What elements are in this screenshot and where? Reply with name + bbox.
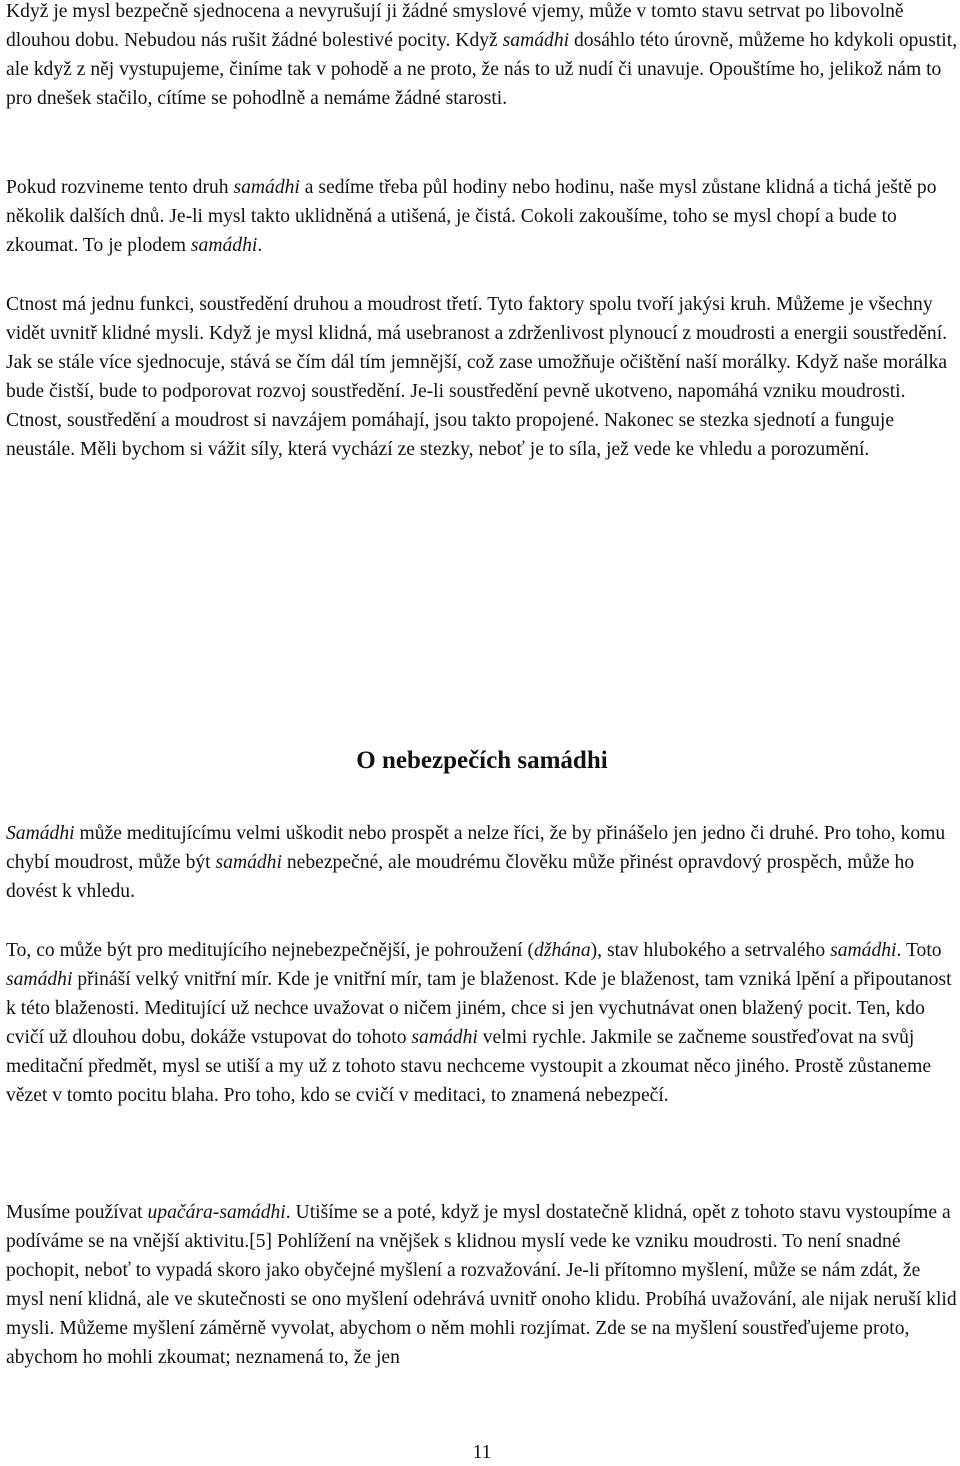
page-number: 11 xyxy=(472,1442,492,1463)
text-run: Ctnost má jednu funkci, soustředění druhou a moudrost třetí. Tyto faktory spolu tvoří jakýsi kruh. Můžeme je všechny vidět uvnitř klidné mysli. Když je mysl klidná, má usebranost a zdrženlivost plynoucí z moudrosti a energii soustředění. Jak se stále více sjednocuje, stává se čím dál tím jemnější, což zase umožňuje očištění naší morálky. Když naše morálka bude čistší, bude to podporovat rozvoj soustředění. Je-li soustředění pevně ukotveno, napomáhá vzniku moudrosti. Ctnost, soustředění a moudrost si navzájem pomáhají, jsou takto propojené. Nakonec se stezka sjednotí a funguje neustále. Měli bychom si vážit síly, která vychází ze stezky, neboť je to síla, jež vede ke vhledu a porozumění. xyxy=(6,294,948,461)
text-run: Musíme používat xyxy=(6,1202,148,1223)
text-run: velmi rychle. Jakmile se začneme soustřeďovat na svůj meditační předmět, mysl se utiší a my už z tohoto stavu nechceme vystoupit a zkoumat něco jiného. Prostě zůstaneme vězet v tomto pocitu blaha. Pro toho, kdo se cvičí v meditaci, to znamená nebezpečí. xyxy=(6,1027,932,1107)
text-run: a sedíme třeba půl hodiny nebo hodinu, naše mysl zůstane klidná a tichá ještě po několik dalších dnů. Je-li mysl takto uklidněná a utišená, je čistá. Cokoli zakoušíme, toho se mysl chopí a bude to zkoumat. To je plodem xyxy=(6,177,937,257)
text-run: dosáhlo této úrovně, můžeme ho kdykoli opustit, ale když z něj vystupujeme, činíme tak v pohodě a ne proto, že nás to už nudí či unavuje. Opouštíme ho, jelikož nám to pro dnešek stačilo, cítíme se pohodlně a nemáme žádné starosti. xyxy=(6,30,958,110)
italic-term: džhána xyxy=(534,940,591,961)
italic-term: samádhi xyxy=(411,1027,478,1049)
italic-term: samádhi xyxy=(6,969,73,991)
text-run: . Toto xyxy=(896,940,942,961)
text-run: ), stav hlubokého a setrvalého xyxy=(590,940,831,961)
paragraph-5 xyxy=(6,936,958,1111)
italic-term: samádhi xyxy=(190,235,258,257)
text-run: nebezpečné, ale moudrému člověku může přinést opravdový prospěch, může ho dovést k vhledu. xyxy=(6,852,915,903)
section-heading: O nebezpečích samádhi xyxy=(356,747,608,774)
italic-term: samádhi xyxy=(830,940,897,961)
italic-term: Samádhi xyxy=(6,823,75,844)
text-run: . xyxy=(257,235,263,257)
italic-term: samádhi xyxy=(502,30,570,52)
text-run: může meditujícímu velmi uškodit nebo prospět a nelze říci, že by přinášelo jen jedno či druhé. Pro toho, komu chybí moudrost, může být xyxy=(6,823,946,874)
italic-term: samádhi xyxy=(215,852,282,874)
text-run: . Utišíme se a poté, když je mysl dostatečně klidná, opět z tohoto stavu vystoupíme a podíváme se na vnější aktivitu.[5] Pohlížení na vnějšek s klidnou myslí vede ke vzniku moudrosti. To není snadné pochopit, neboť to vypadá skoro jako obyčejné myšlení a rozvažování. Je-li přítomno myšlení, může se nám zdát, že mysl není klidná, ale ve skutečnosti se ono myšlení odehrává uvnitř onoho klidu. Probíhá uvažování, ale nijak neruší klid mysli. Můžeme myšlení záměrně vyvolat, abychom o něm mohli rozjímat. Zde se na myšlení soustřeďujeme proto, abychom ho mohli zkoumat; neznamená to, že jen xyxy=(6,1202,957,1369)
italic-term: samádhi xyxy=(233,177,300,198)
text-run: přináší velký vnitřní mír. Kde je vnitřní mír, tam je blaženost. Kde je blaženost, tam vzniká lpění a připoutanost k této blaženosti. Meditující už nechce uvažovat o ničem jiném, chce si jen vychutnávat onen blažený pocit. Ten, kdo cvičí už dlouhou dobu, dokáže vstupovat do tohoto xyxy=(6,969,952,1049)
paragraph-1 xyxy=(6,0,958,113)
paragraph-2 xyxy=(6,173,958,260)
text-run: Pokud rozvineme tento druh xyxy=(6,177,234,198)
text-run: To, co může být pro meditujícího nejnebezpečnější, je pohroužení ( xyxy=(6,940,535,961)
text-run: Když je mysl bezpečně sjednocena a nevyrušují ji žádné smyslové vjemy, může v tomto stavu setrvat po libovolně dlouhou dobu. Nebudou nás rušit žádné bolestivé pocity. Když xyxy=(6,1,904,52)
paragraph-3 xyxy=(6,290,958,465)
italic-term: upačára-samádhi xyxy=(147,1202,286,1223)
paragraph-4 xyxy=(6,819,958,906)
paragraph-6 xyxy=(6,1198,958,1373)
